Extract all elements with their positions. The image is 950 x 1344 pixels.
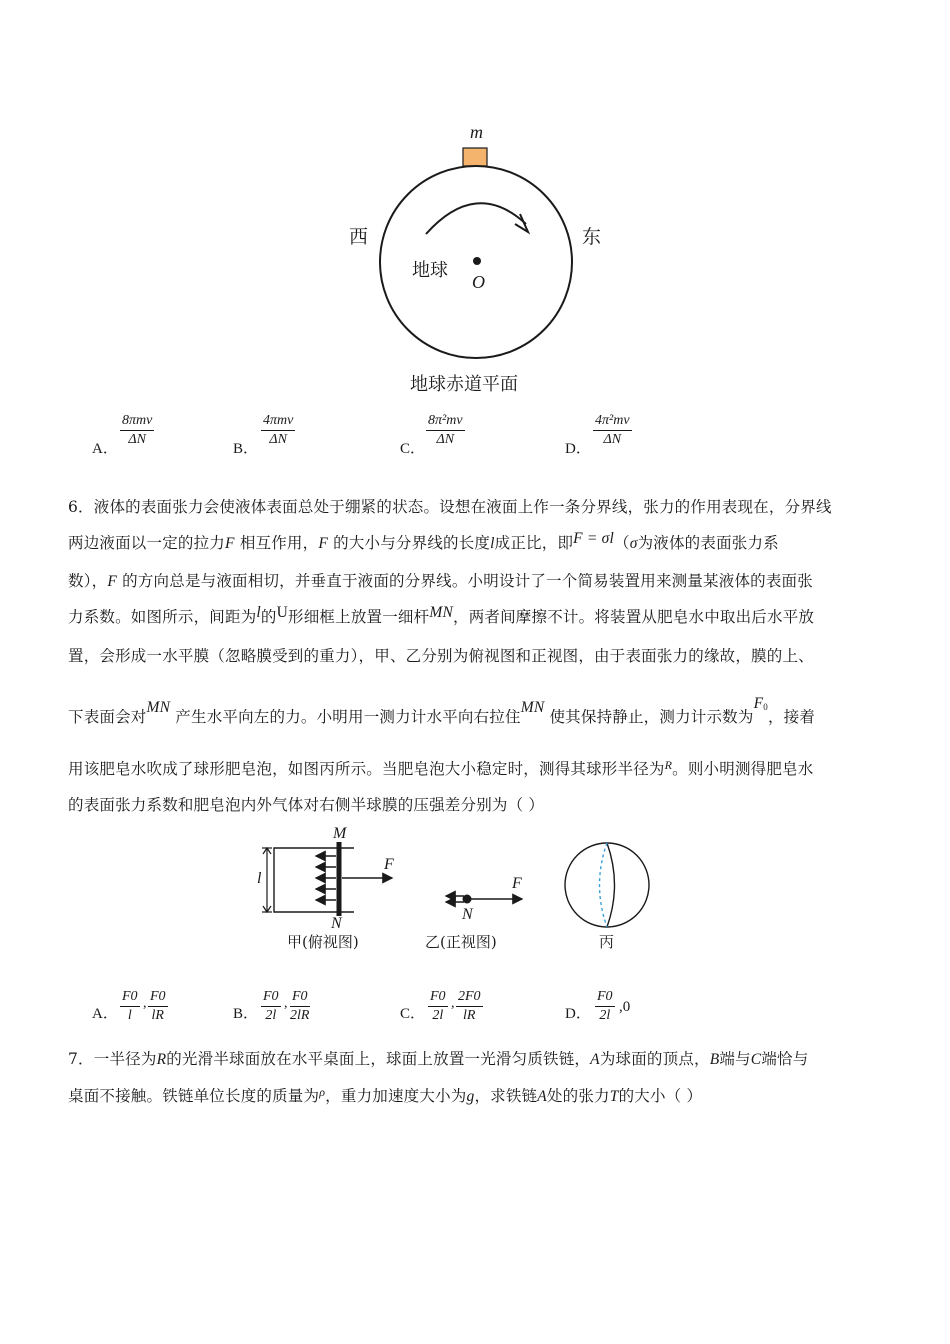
caption-jia: 甲(俯视图) (287, 933, 359, 951)
option-label: A． (92, 441, 118, 457)
q6-line-7: 用该肥皂水吹成了球形肥皂泡，如图丙所示。当肥皂泡大小稳定时，测得其球形半径为$^R$。则小明测得肥皂水 (68, 758, 814, 778)
earth-diagram-svg (330, 118, 630, 408)
bubble-dashed-arc (600, 843, 608, 927)
label-f: F (384, 856, 394, 873)
rotation-arrow (426, 203, 526, 234)
center-dot (473, 257, 481, 265)
fraction: $\frac{2F0}{lR}$ (458, 989, 481, 1023)
fraction: 4πmv ΔN (263, 413, 294, 447)
fraction: $\frac{\text{8π²mv}}{\Delta N}$ (428, 413, 463, 447)
fraction: $\frac{F0}{2l}$ (597, 989, 613, 1023)
bubble-front-arc (607, 843, 615, 927)
caption-bing: 丙 (599, 933, 615, 951)
option-label: D． (565, 1006, 591, 1022)
q7-line-2: 桌面不接触。铁链单位长度的质量为$^\rho$，重力加速度大小为g，求铁链A处的张力T的大小（ ） (68, 1085, 703, 1105)
label-m: M (333, 825, 347, 842)
fraction: $\frac{F0}{2lR}$ (290, 989, 310, 1023)
u-frame (274, 848, 354, 912)
fraction: $\frac{\text{4π²mv}}{\Delta N}$ (595, 413, 630, 447)
option-label: A． (92, 1006, 118, 1022)
fraction: 8πmv ΔN (122, 413, 153, 447)
q6-line-8: 的表面张力系数和肥皂泡内外气体对右侧半球膜的压强差分别为（ ） (68, 796, 545, 814)
label-l: l (257, 870, 262, 887)
soap-bubble (565, 843, 649, 927)
option-label: D． (565, 441, 591, 457)
option-label: C． (400, 441, 426, 457)
q6-line-3: 数），F 的方向总是与液面相切，并垂直于液面的分界线。小明设计了一个简易装置用来测量某液体的表面张 (68, 572, 813, 590)
q6-line-6: 下表面会对MN 产生水平向左的力。小明用一测力计水平向右拉住MN 使其保持静止，测力计示数为$F^0$，接着 (68, 695, 816, 726)
rod-cross-section (463, 895, 472, 904)
option-label: B． (233, 1006, 259, 1022)
figure1-caption: 地球赤道平面 (410, 374, 518, 395)
fraction: $\frac{F0}{lR}$ (150, 989, 166, 1023)
label-n2: N (462, 906, 473, 923)
label-f2: F (512, 875, 522, 892)
mass-label: m (470, 122, 483, 142)
q6-line-2: 两边液面以一定的拉力F 相互作用，F 的大小与分界线的长度l成正比，即F = σl（σ为液体的表面张力系 (68, 530, 779, 552)
earth-label: 地球 (412, 260, 448, 281)
center-label: O (472, 272, 485, 292)
option-label: B． (233, 441, 259, 457)
option-label: C． (400, 1006, 426, 1022)
q6-line-4: 力系数。如图所示，间距为l的U形细框上放置一细杆MN，两者间摩擦不计。将装置从肥皂水中取出后水平放 (68, 604, 815, 626)
east-label: 东 (582, 226, 602, 248)
q6-line-1: 6．液体的表面张力会使液体表面总处于绷紧的状态。设想在液面上作一条分界线，张力的作用表现在，分界线 (68, 498, 832, 516)
fraction: $\frac{F0}{l}$ (122, 989, 138, 1023)
fraction: $\frac{F0}{2l}$ (263, 989, 279, 1023)
caption-yi: 乙(正视图) (425, 933, 497, 951)
label-n: N (331, 915, 342, 932)
q6-line-5: 置，会形成一水平膜（忽略膜受到的重力），甲、乙分别为俯视图和正视图，由于表面张力的缘故，膜的上、 (68, 647, 814, 665)
q7-line-1: 7．一半径为R的光滑半球面放在水平桌面上，球面上放置一光滑匀质铁链，A为球面的顶点，B端与C端恰与 (68, 1050, 809, 1068)
mass-block (463, 148, 487, 166)
west-label: 西 (349, 226, 369, 248)
fraction: $\frac{F0}{2l}$ (430, 989, 446, 1023)
